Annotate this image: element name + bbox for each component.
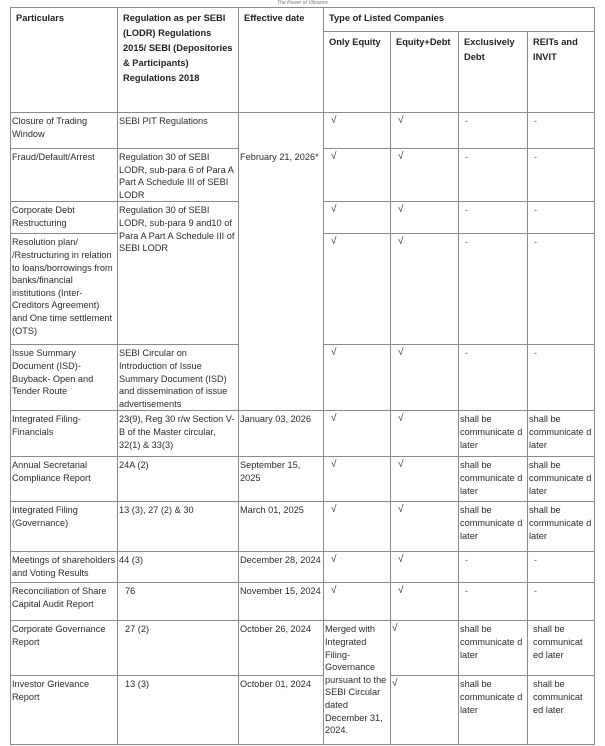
- cell-effective-date: December 28, 2024: [239, 552, 324, 583]
- check-icon: √: [391, 149, 459, 202]
- cell-regulation: SEBI PIT Regulations: [118, 113, 239, 149]
- dash-icon: -: [459, 583, 528, 621]
- cell-regulation: 76: [118, 583, 239, 621]
- cell-exclusively-debt: shall be communicate d later: [459, 621, 528, 676]
- cell-regulation: 23(9), Reg 30 r/w Section V-B of the Master circular, 32(1) & 33(3): [118, 411, 239, 457]
- cell-effective-date: September 15, 2025: [239, 457, 324, 502]
- cell-reits-invit: shall be communicate d later: [528, 457, 595, 502]
- cell-particulars: Reconciliation of Share Capital Audit Report: [11, 583, 118, 621]
- check-icon: √: [324, 457, 391, 502]
- compliance-table: [10, 7, 595, 745]
- cell-regulation: 44 (3): [118, 552, 239, 583]
- cell-regulation: Regulation 30 of SEBI LODR, sub-para 6 of Para A Part A Schedule III of SEBI LODR: [118, 149, 239, 202]
- check-icon: √: [324, 583, 391, 621]
- cell-particulars: Closure of Trading Window: [11, 113, 118, 149]
- check-icon: √: [324, 149, 391, 202]
- cell-regulation: SEBI Circular on Introduction of Issue Summary Document (ISD) and dissemination of issue advertisements: [118, 345, 239, 411]
- header-only-equity: Only Equity: [324, 32, 391, 113]
- check-icon: √: [391, 234, 459, 345]
- check-icon: √: [391, 345, 459, 411]
- cell-regulation: 24A (2): [118, 457, 239, 502]
- header-equity-debt: Equity+Debt: [391, 32, 459, 113]
- check-icon: √: [391, 202, 459, 234]
- table-row: [11, 621, 595, 676]
- cell-particulars: Corporate Governance Report: [11, 621, 118, 676]
- dash-icon: -: [528, 202, 595, 234]
- check-icon: √: [391, 676, 459, 745]
- cell-effective-date: March 01, 2025: [239, 502, 324, 552]
- dash-icon: -: [528, 345, 595, 411]
- cell-reits-invit: shall be communicate d later: [528, 411, 595, 457]
- check-icon: √: [391, 113, 459, 149]
- dash-icon: -: [528, 149, 595, 202]
- dash-icon: -: [459, 345, 528, 411]
- dash-icon: -: [528, 583, 595, 621]
- cell-exclusively-debt: shall be communicate d later: [459, 502, 528, 552]
- check-icon: √: [324, 202, 391, 234]
- check-icon: √: [324, 345, 391, 411]
- dash-icon: -: [528, 552, 595, 583]
- cell-regulation: 13 (3): [118, 676, 239, 745]
- table-row: [11, 676, 595, 745]
- check-icon: √: [324, 113, 391, 149]
- dash-icon: -: [459, 202, 528, 234]
- cell-exclusively-debt: shall be communicate d later: [459, 676, 528, 745]
- cell-effective-date: October 01, 2024: [239, 676, 324, 745]
- cell-particulars: Issue Summary Document (ISD)-Buyback- Open and Tender Route: [11, 345, 118, 411]
- dash-icon: -: [459, 234, 528, 345]
- table-row: [11, 411, 595, 457]
- table-row: [11, 502, 595, 552]
- cell-reits-invit: shall be communicat ed later: [528, 676, 595, 745]
- header-type-of-listed-companies: Type of Listed Companies: [324, 8, 595, 32]
- check-icon: √: [391, 552, 459, 583]
- check-icon: √: [391, 621, 459, 676]
- header-exclusively-debt: Exclusively Debt: [459, 32, 528, 113]
- dash-icon: -: [459, 149, 528, 202]
- header-effective-date: Effective date: [239, 8, 324, 113]
- cell-reits-invit: shall be communicat ed later: [528, 621, 595, 676]
- dash-icon: -: [528, 234, 595, 345]
- check-icon: √: [391, 411, 459, 457]
- cell-particulars: Annual Secretarial Compliance Report: [11, 457, 118, 502]
- cell-regulation: Regulation 30 of SEBI LODR, sub-para 9 and10 of Para A Part A Schedule III of SEBI LODR: [118, 202, 239, 345]
- cell-exclusively-debt: shall be communicate d later: [459, 411, 528, 457]
- check-icon: √: [391, 457, 459, 502]
- header-reits-invit: REITs and INVIT: [528, 32, 595, 113]
- header-particulars: Particulars: [11, 8, 118, 113]
- check-icon: √: [391, 502, 459, 552]
- cell-particulars: Corporate Debt Restructuring: [11, 202, 118, 234]
- dash-icon: -: [459, 552, 528, 583]
- cell-effective-date: February 21, 2026*: [239, 113, 324, 411]
- cell-effective-date: October 26, 2024: [239, 621, 324, 676]
- dash-icon: -: [459, 113, 528, 149]
- dash-icon: -: [528, 113, 595, 149]
- header-regulation: Regulation as per SEBI (LODR) Regulations 2015/ SEBI (Depositories & Participants) Regulations 2018: [118, 8, 239, 113]
- table-row: [11, 113, 595, 149]
- cell-particulars: Integrated Filing-Financials: [11, 411, 118, 457]
- cell-particulars: Fraud/Default/Arrest: [11, 149, 118, 202]
- cell-exclusively-debt: shall be communicate d later: [459, 457, 528, 502]
- check-icon: √: [324, 552, 391, 583]
- cell-reits-invit: shall be communicate d later: [528, 502, 595, 552]
- cell-particulars: Resolution plan/ /Restructuring in relation to loans/borrowings from banks/financial institutions (Inter-Creditors Agreement) and One time settlement (OTS): [11, 234, 118, 345]
- check-icon: √: [391, 583, 459, 621]
- table-row: [11, 552, 595, 583]
- check-icon: √: [324, 411, 391, 457]
- cell-merged-note: Merged with Integrated Filing-Governance pursuant to the SEBI Circular dated December 31, 2024.: [324, 621, 391, 745]
- cell-effective-date: January 03, 2026: [239, 411, 324, 457]
- table-row: [11, 457, 595, 502]
- cell-particulars: Meetings of shareholders and Voting Results: [11, 552, 118, 583]
- table-row: [11, 583, 595, 621]
- cell-regulation: 13 (3), 27 (2) & 30: [118, 502, 239, 552]
- cell-particulars: Investor Grievance Report: [11, 676, 118, 745]
- cell-regulation: 27 (2): [118, 621, 239, 676]
- cell-effective-date: November 15, 2024: [239, 583, 324, 621]
- check-icon: √: [324, 502, 391, 552]
- header-tagline: The Power of Vibrance: [277, 0, 328, 6]
- check-icon: √: [324, 234, 391, 345]
- cell-particulars: Integrated Filing (Governance): [11, 502, 118, 552]
